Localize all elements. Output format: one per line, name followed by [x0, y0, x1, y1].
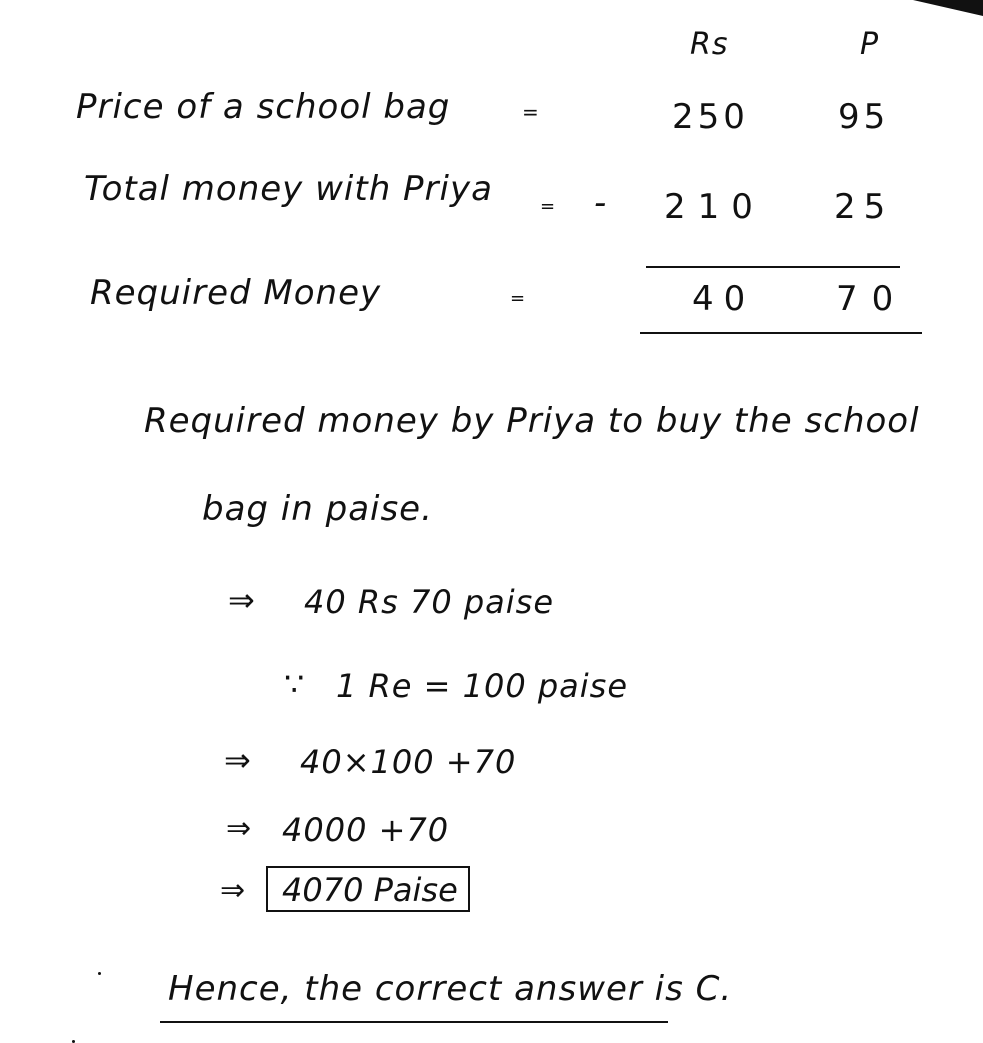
total-rupees-value: 210: [664, 187, 765, 227]
implies-arrow: ⇒: [224, 741, 252, 779]
row-label-required-money: Required Money: [90, 273, 382, 313]
row-equals-sign: =: [522, 100, 540, 124]
final-answer-box: 4070 Paise: [266, 866, 470, 912]
subtraction-rule-bottom: [640, 332, 922, 334]
subtraction-rule-top: [646, 266, 900, 268]
rupees-column-header: Rs: [690, 27, 729, 62]
because-symbol: ∵: [284, 665, 306, 703]
minus-sign: -: [594, 183, 608, 223]
paise-column-header: P: [860, 27, 880, 62]
step-multiplication: 40×100 +70: [300, 743, 517, 781]
explanation-line-2: bag in paise.: [202, 489, 433, 529]
price-paise-value: 95: [838, 97, 890, 137]
page-corner-mark: [913, 0, 983, 16]
step-addition: 4000 +70: [282, 811, 450, 849]
row-label-total-money: Total money with Priya: [84, 169, 493, 209]
required-paise-value: 70: [836, 279, 908, 319]
step-conversion-rule: 1 Re = 100 paise: [336, 667, 629, 705]
implies-arrow: ⇒: [228, 581, 256, 619]
total-paise-value: 25: [834, 187, 894, 227]
required-rupees-value: 40: [692, 279, 756, 319]
explanation-line-1: Required money by Priya to buy the school: [144, 401, 920, 441]
conclusion-text: Hence, the correct answer is C.: [168, 969, 733, 1009]
row-label-price: Price of a school bag: [76, 87, 451, 127]
implies-arrow: ⇒: [220, 873, 247, 908]
price-rupees-value: 250: [672, 97, 749, 137]
row-equals-sign: =: [510, 288, 527, 309]
row-equals-sign: =: [540, 196, 557, 217]
stray-dot: [98, 972, 101, 975]
step-rupees-paise: 40 Rs 70 paise: [304, 583, 555, 621]
implies-arrow: ⇒: [226, 811, 253, 846]
conclusion-underline: [160, 1021, 668, 1023]
